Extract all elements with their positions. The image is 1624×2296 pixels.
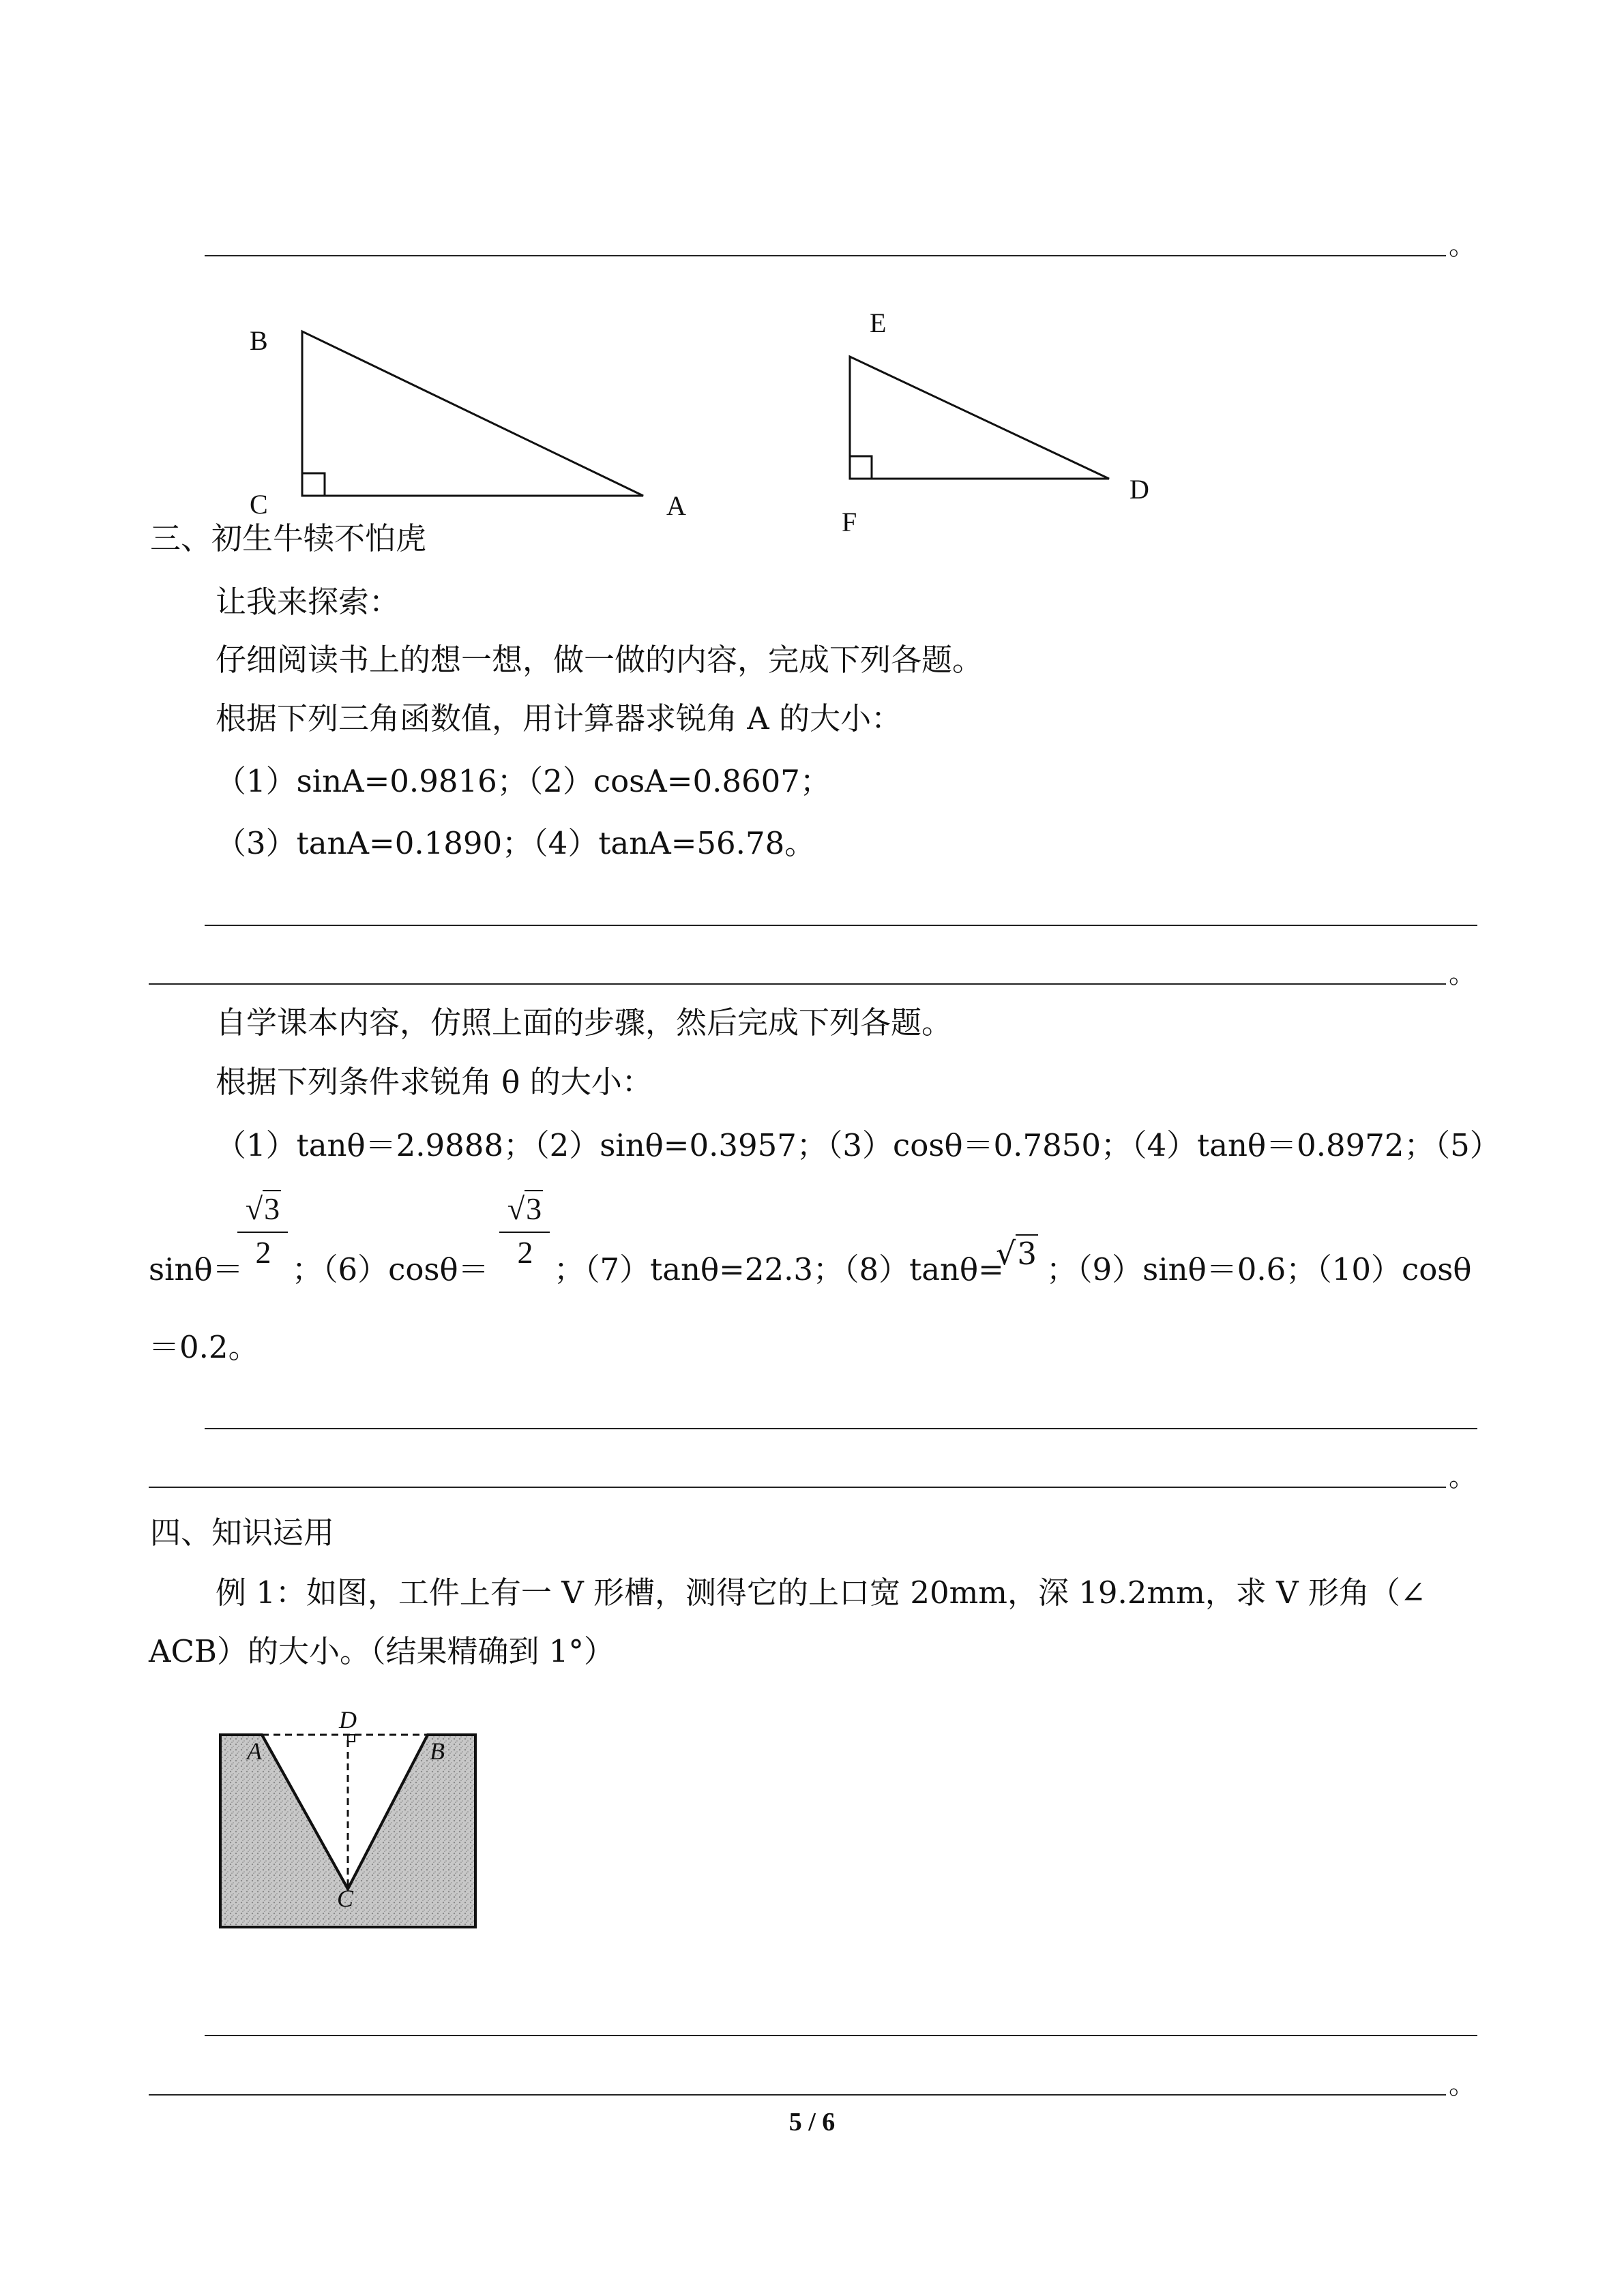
sqrt3-expression	[996, 1233, 1038, 1274]
groove-label-b: B	[430, 1738, 445, 1765]
fraction-denominator: 2	[517, 1235, 533, 1270]
example-1-line1: 例 1：如图，工件上有一 V 形槽，测得它的上口宽 20mm，深 19.2mm，求 V 形角（∠	[216, 1575, 1426, 1611]
blank-period: 。	[1449, 2069, 1476, 2100]
theta-items-line1: （1）tanθ＝2.9888；（2）sinθ=0.3957；（3）cosθ＝0.7850；（4）tanθ＝0.8972；（5）	[216, 1127, 1501, 1163]
explore-label: 让我来探索：	[216, 584, 400, 620]
sqrt-symbol: √	[245, 1191, 263, 1226]
task-text: 根据下列三角函数值，用计算器求锐角 A 的大小：	[216, 700, 902, 736]
answer-line[interactable]	[205, 2035, 1477, 2036]
theta-item-7-8-text: ；（7）tanθ=22.3；（8）tanθ=	[554, 1251, 1004, 1287]
sqrt-symbol: √	[996, 1235, 1016, 1272]
vertex-label-e: E	[870, 308, 887, 338]
vertex-label-a: A	[666, 490, 686, 521]
sqrt-argument: 3	[526, 1191, 542, 1226]
answer-line[interactable]	[149, 983, 1446, 985]
right-angle-mark-f	[850, 456, 872, 479]
groove-label-d: D	[339, 1706, 357, 1733]
blank-period: 。	[1449, 958, 1476, 989]
answer-line[interactable]	[205, 925, 1477, 926]
blank-period: 。	[1449, 230, 1476, 261]
instruction-text: 仔细阅读书上的想一想，做一做的内容，完成下列各题。	[216, 642, 984, 678]
page-number: 5 / 6	[788, 2108, 836, 2136]
fraction-sqrt3-over-2	[236, 1192, 291, 1274]
self-study-text: 自学课本内容，仿照上面的步骤，然后完成下列各题。	[216, 1004, 953, 1041]
answer-line[interactable]	[205, 1428, 1477, 1429]
question-items-1-2: （1）sinA=0.9816；（2）cosA=0.8607；	[216, 763, 831, 799]
sqrt-symbol: √	[507, 1191, 525, 1226]
groove-label-a: A	[247, 1738, 262, 1765]
groove-label-c: C	[337, 1885, 354, 1912]
vertex-label-f: F	[842, 507, 857, 537]
answer-line[interactable]	[149, 2094, 1446, 2096]
section-heading-3: 三、初生牛犊不怕虎	[150, 520, 427, 556]
fraction-bar	[499, 1232, 550, 1233]
question-items-3-4: （3）tanA=0.1890；（4）tanA=56.78。	[216, 825, 816, 861]
triangle-figure-efd	[0, 0, 1160, 546]
blank-period: 。	[1449, 1461, 1476, 1493]
theta-item-9-10-text: ；（9）sinθ＝0.6；（10）cosθ	[1046, 1251, 1472, 1287]
answer-line[interactable]	[149, 1487, 1446, 1488]
vertex-label-d: D	[1130, 474, 1149, 505]
theta-item-5-text: sinθ＝	[149, 1251, 243, 1287]
task-text-theta: 根据下列条件求锐角 θ 的大小：	[216, 1064, 653, 1100]
theta-item-6-text: ；（6）cosθ＝	[292, 1251, 489, 1287]
fraction-sqrt3-over-2	[498, 1192, 552, 1274]
vertex-label-c: C	[250, 489, 268, 520]
vertex-label-b: B	[250, 325, 268, 356]
triangle-efd	[850, 357, 1109, 479]
sqrt-argument: 3	[264, 1191, 280, 1226]
fraction-denominator: 2	[255, 1235, 271, 1270]
fraction-bar	[237, 1232, 288, 1233]
sqrt-argument: 3	[1017, 1236, 1037, 1272]
example-1-line2: ACB）的大小。（结果精确到 1°）	[149, 1633, 615, 1669]
section-heading-4: 四、知识运用	[150, 1515, 335, 1551]
theta-items-line3: ＝0.2。	[149, 1329, 259, 1365]
